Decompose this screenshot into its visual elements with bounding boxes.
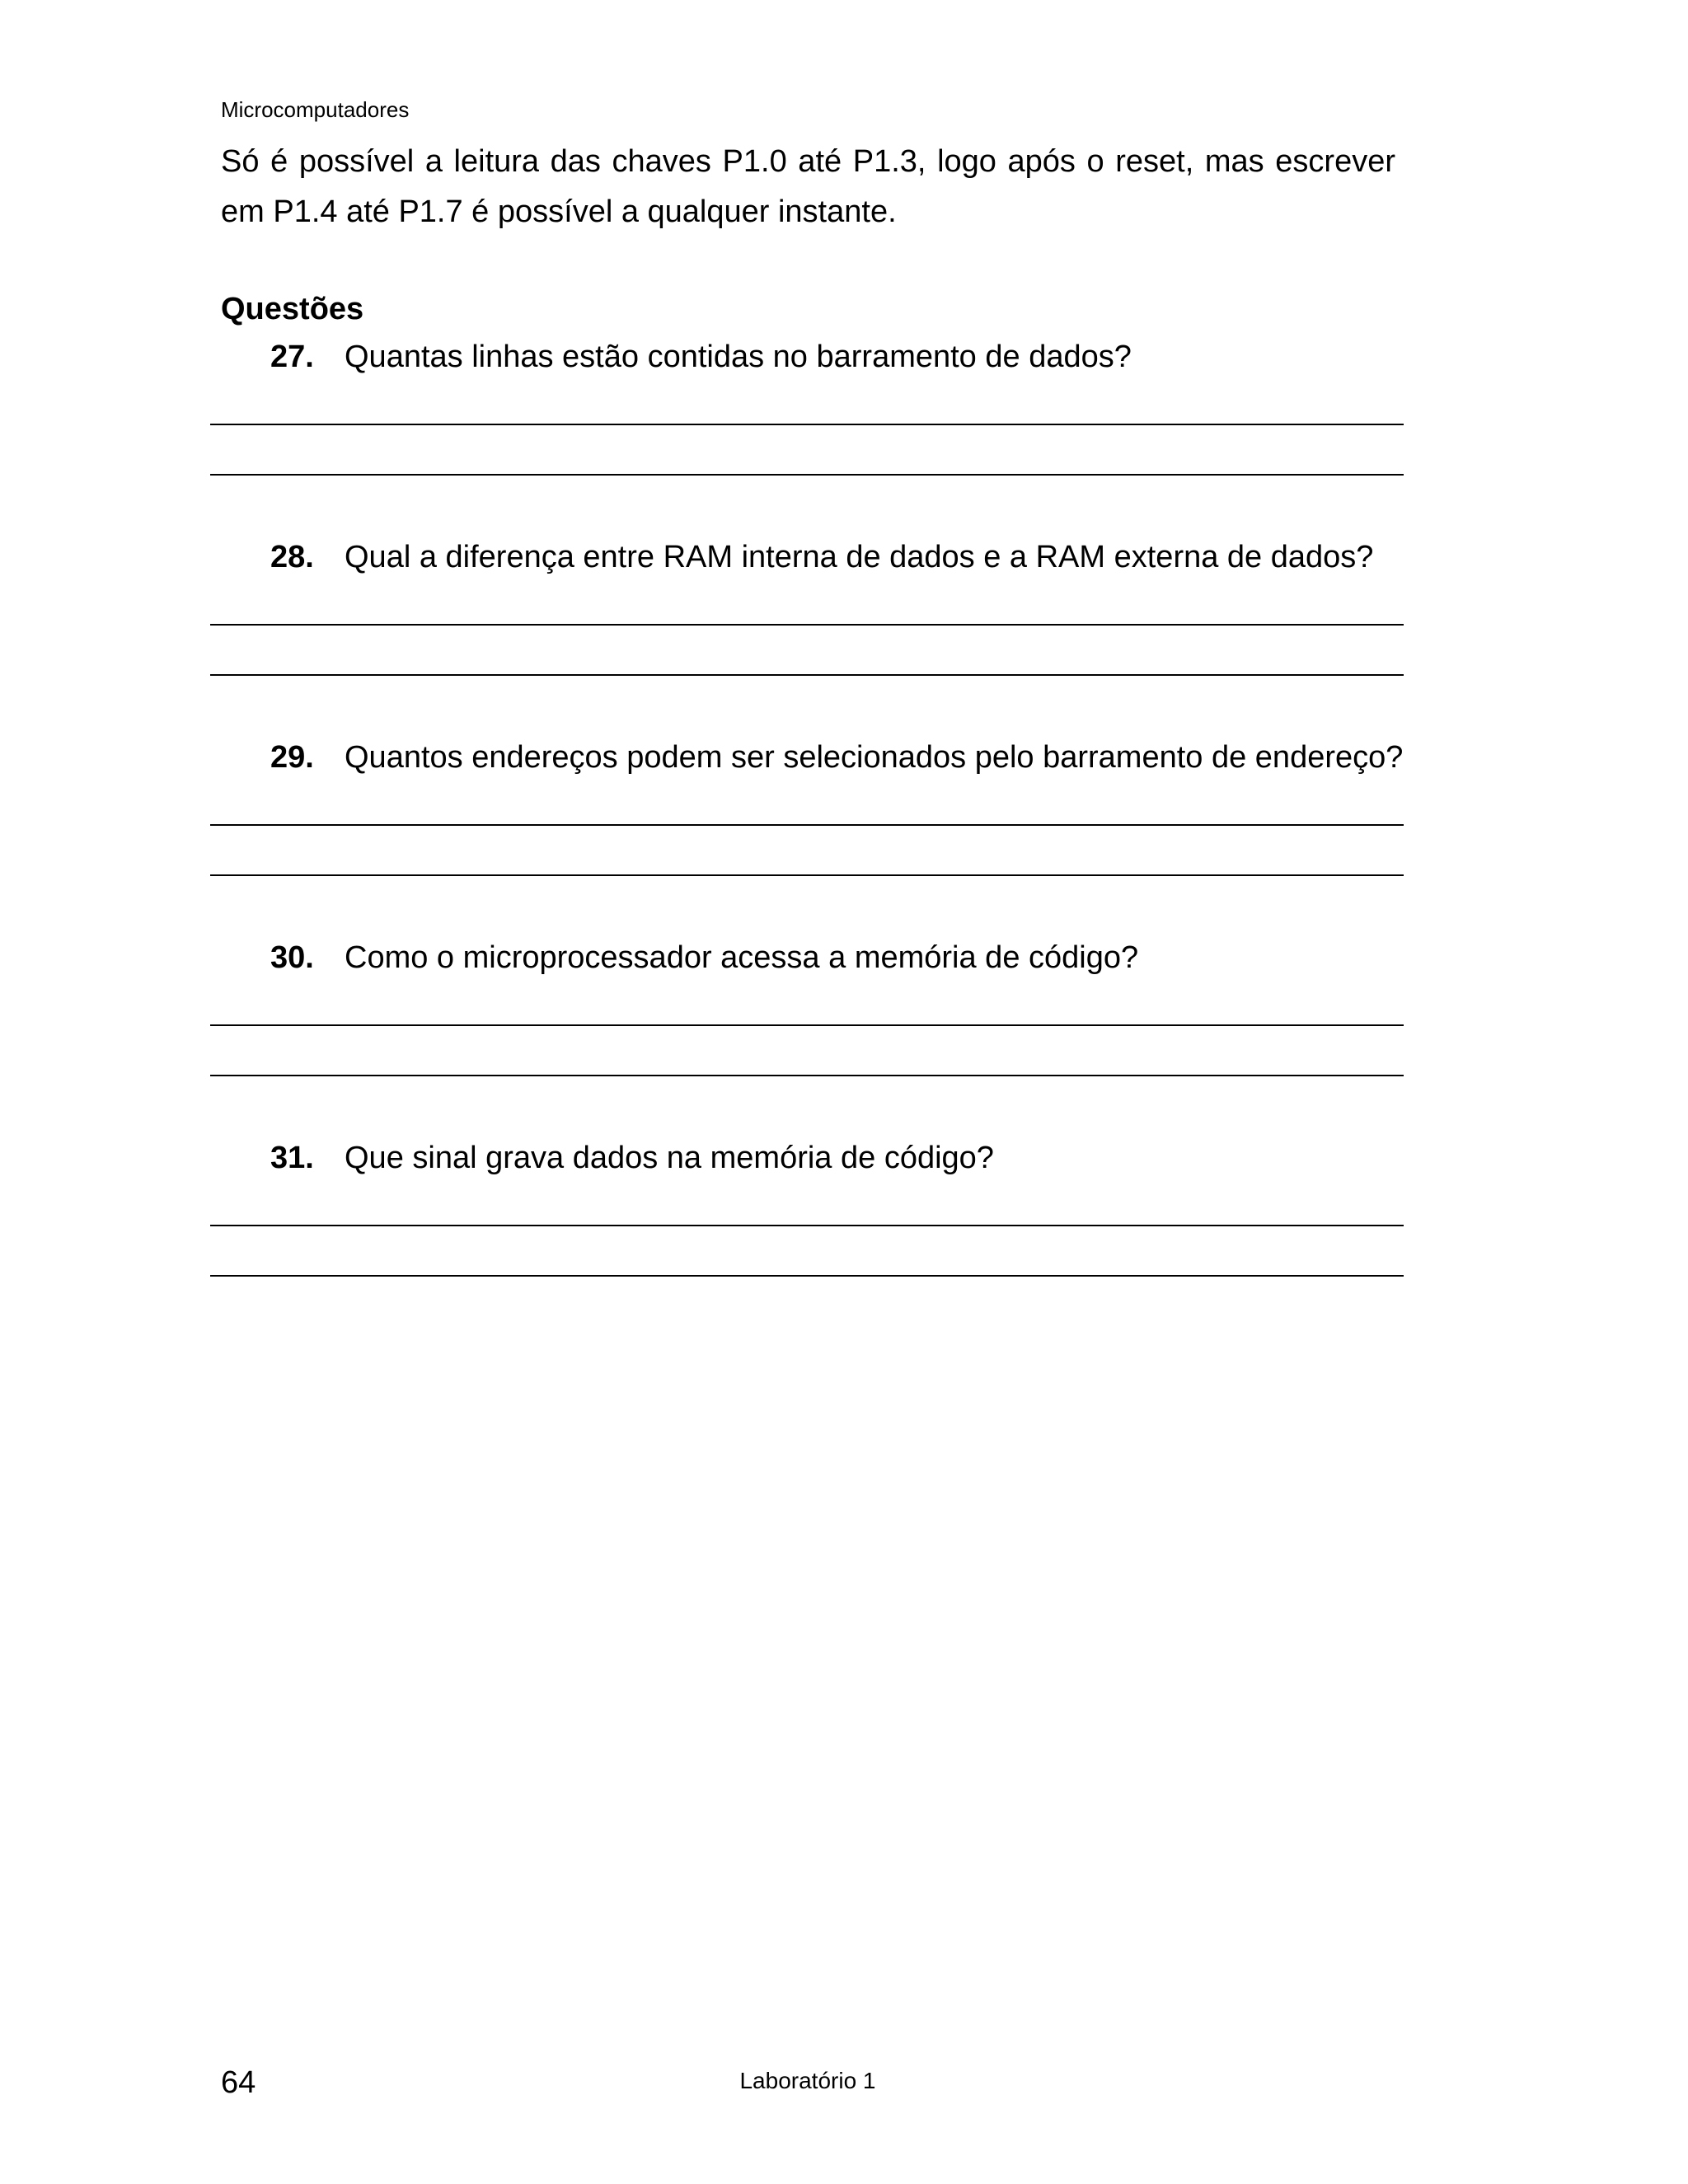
- question-number: 31.: [270, 1141, 314, 1175]
- running-footer: Laboratório 1: [739, 2068, 876, 2093]
- question-number: 29.: [270, 740, 314, 775]
- question-number: 30.: [270, 940, 314, 975]
- question-31: [0, 1139, 1688, 1337]
- question-text: Qual a diferença entre RAM interna de dados e a RAM externa de dados?: [345, 540, 1374, 574]
- answer-line: [210, 824, 1404, 826]
- page-number: 64: [221, 2065, 256, 2100]
- intro-paragraph: Só é possível a leitura das chaves P1.0 até P1.3, logo após o reset, mas escrever em P1.4 até P1.7 é possível a qualquer instante.: [221, 144, 1395, 229]
- question-text: Como o microprocessador acessa a memória de código?: [345, 940, 1139, 975]
- running-header: Microcomputadores: [221, 97, 410, 122]
- answer-line: [210, 624, 1404, 626]
- question-text-row: [270, 1139, 994, 1177]
- question-text-row: [270, 538, 1373, 576]
- question-number: 28.: [270, 540, 314, 574]
- question-29: [0, 738, 1688, 936]
- question-text: Que sinal grava dados na memória de código?: [345, 1141, 994, 1175]
- question-text-row: [270, 338, 1132, 376]
- answer-line: [210, 1275, 1404, 1277]
- answer-line: [210, 674, 1404, 676]
- question-30: [0, 939, 1688, 1137]
- question-number: 27.: [270, 340, 314, 374]
- answer-line: [210, 874, 1404, 876]
- question-text: Quantos endereços podem ser selecionados pelo barramento de endereço?: [345, 740, 1404, 775]
- answer-line: [210, 1024, 1404, 1026]
- question-27: [0, 338, 1688, 536]
- answer-line: [210, 424, 1404, 425]
- answer-line: [210, 1075, 1404, 1076]
- section-title-questoes: Questões: [221, 292, 364, 326]
- question-text-row: [270, 939, 1138, 977]
- question-text-row: [270, 738, 1403, 776]
- answer-line: [210, 474, 1404, 476]
- answer-line: [210, 1225, 1404, 1226]
- question-28: [0, 538, 1688, 736]
- question-text: Quantas linhas estão contidas no barramento de dados?: [345, 340, 1132, 374]
